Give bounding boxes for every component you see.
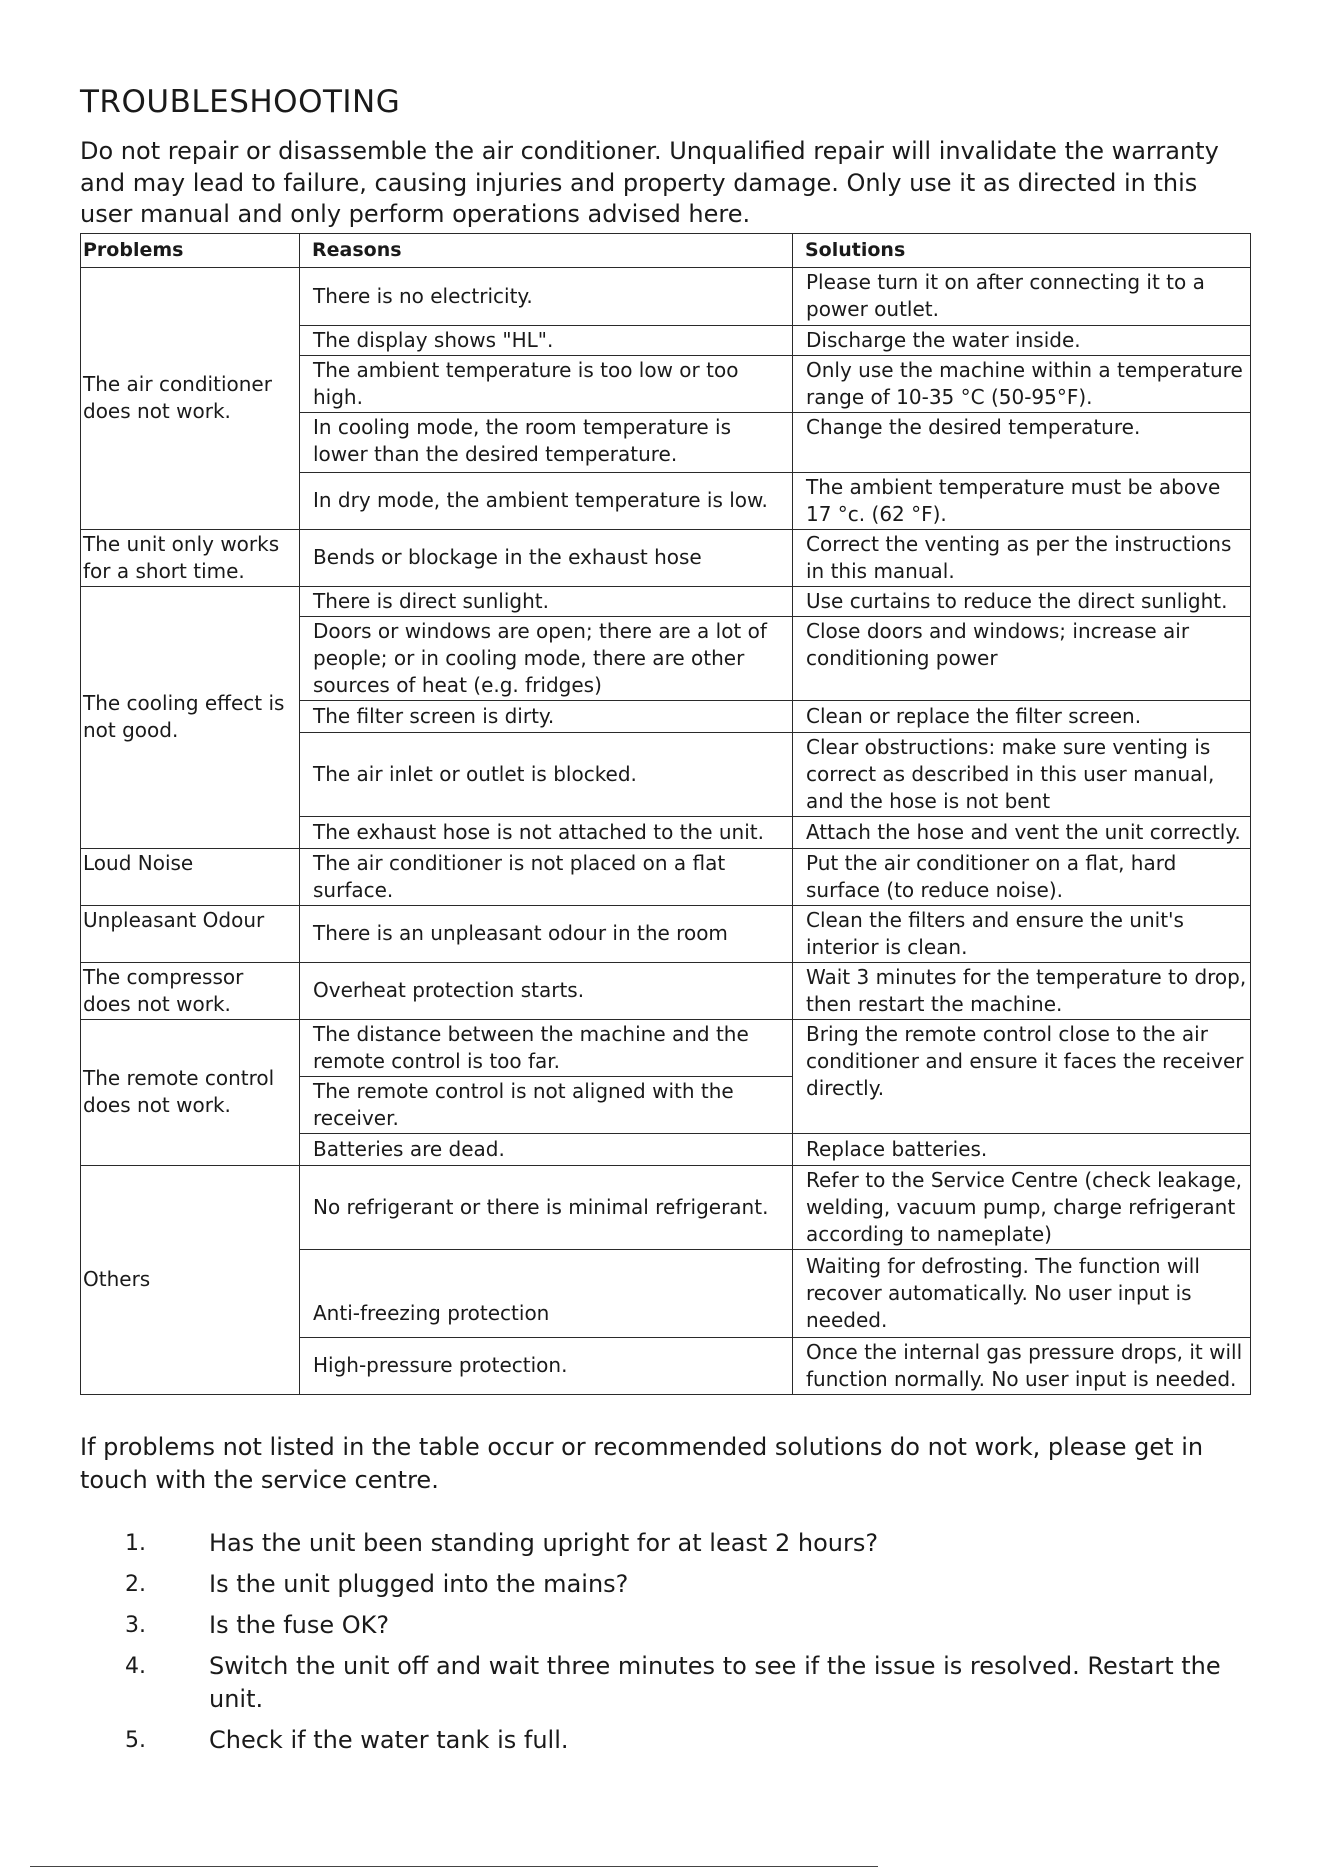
solution-cell: Refer to the Service Centre (check leakage, welding, vacuum pump, charge refrigerant according to nameplate) <box>793 1165 1251 1249</box>
problem-cell: The unit only works for a short time. <box>81 529 300 586</box>
reason-cell: Batteries are dead. <box>300 1133 793 1165</box>
solution-cell: Once the internal gas pressure drops, it will function normally. No user input is needed. <box>793 1337 1251 1394</box>
reason-cell: The remote control is not aligned with the receiver. <box>300 1076 793 1133</box>
header-reasons: Reasons <box>300 233 793 267</box>
table-row <box>81 905 1251 962</box>
list-number: 5. <box>125 1727 146 1753</box>
reason-cell: In cooling mode, the room temperature is lower than the desired temperature. <box>300 412 793 472</box>
list-item <box>80 1724 1250 1757</box>
solution-cell: Change the desired temperature. <box>793 412 1251 472</box>
reason-cell: The distance between the machine and the remote control is too far. <box>300 1019 793 1076</box>
solution-cell: Only use the machine within a temperature range of 10-35 °C (50-95°F). <box>793 355 1251 412</box>
reason-cell: There is an unpleasant odour in the room <box>300 905 793 962</box>
solution-cell: Bring the remote control close to the air conditioner and ensure it faces the receiver directly. <box>793 1019 1251 1133</box>
solution-cell: Correct the venting as per the instructions in this manual. <box>793 529 1251 586</box>
solution-cell: Wait 3 minutes for the temperature to drop, then restart the machine. <box>793 962 1251 1019</box>
service-note: If problems not listed in the table occur or recommended solutions do not work, please get in touch with the service centre. <box>80 1432 1204 1494</box>
solution-cell: Clean the filters and ensure the unit's interior is clean. <box>793 905 1251 962</box>
table-row <box>81 586 1251 616</box>
list-text: Check if the water tank is full. <box>209 1725 569 1754</box>
list-item <box>80 1650 1250 1716</box>
problem-cell: The air conditioner does not work. <box>81 267 300 529</box>
intro-paragraph: Do not repair or disassemble the air conditioner. Unqualified repair will invalidate the warranty and may lead to failure, causing injuries and property damage. Only use it as directed in this user manual and only perform operations advised here. <box>80 137 1219 228</box>
problem-cell: Others <box>81 1165 300 1394</box>
list-item <box>80 1568 1250 1601</box>
list-text: Has the unit been standing upright for at least 2 hours? <box>209 1528 879 1557</box>
header-problems: Problems <box>81 233 300 267</box>
problem-cell: Unpleasant Odour <box>81 905 300 962</box>
reason-cell: Anti-freezing protection <box>300 1249 793 1337</box>
table-row <box>81 1165 1251 1249</box>
reason-cell: The display shows "HL". <box>300 325 793 355</box>
solution-cell: Clear obstructions: make sure venting is correct as described in this user manual, and the hose is not bent <box>793 732 1251 816</box>
page <box>80 84 1250 1765</box>
reason-cell: There is no electricity. <box>300 267 793 325</box>
solution-cell: Replace batteries. <box>793 1133 1251 1165</box>
reason-cell: In dry mode, the ambient temperature is low. <box>300 472 793 529</box>
problem-cell: Loud Noise <box>81 848 300 905</box>
problem-cell: The compressor does not work. <box>81 962 300 1019</box>
solution-cell: Close doors and windows; increase air conditioning power <box>793 616 1251 700</box>
table-row <box>81 529 1251 586</box>
reason-cell: The ambient temperature is too low or too high. <box>300 355 793 412</box>
list-item <box>80 1609 1250 1642</box>
table-header-row <box>81 233 1251 267</box>
troubleshooting-table <box>80 233 1251 1395</box>
solution-cell: Clean or replace the filter screen. <box>793 700 1251 732</box>
reason-cell: The filter screen is dirty. <box>300 700 793 732</box>
page-title: TROUBLESHOOTING <box>80 84 401 120</box>
table-row <box>81 962 1251 1019</box>
solution-cell: Discharge the water inside. <box>793 325 1251 355</box>
solution-cell: The ambient temperature must be above 17 °c. (62 °F). <box>793 472 1251 529</box>
list-text: Is the fuse OK? <box>209 1610 390 1639</box>
list-text: Is the unit plugged into the mains? <box>209 1569 629 1598</box>
reason-cell: No refrigerant or there is minimal refrigerant. <box>300 1165 793 1249</box>
list-text: Switch the unit off and wait three minutes to see if the issue is resolved. Restart the unit. <box>209 1651 1221 1713</box>
solution-cell: Put the air conditioner on a flat, hard surface (to reduce noise). <box>793 848 1251 905</box>
reason-cell: There is direct sunlight. <box>300 586 793 616</box>
reason-cell: The exhaust hose is not attached to the unit. <box>300 816 793 848</box>
reason-cell: Overheat protection starts. <box>300 962 793 1019</box>
table-row <box>81 848 1251 905</box>
reason-cell: Bends or blockage in the exhaust hose <box>300 529 793 586</box>
reason-cell: The air conditioner is not placed on a flat surface. <box>300 848 793 905</box>
list-number: 3. <box>125 1612 146 1638</box>
list-number: 4. <box>125 1653 146 1679</box>
checklist <box>80 1527 1250 1757</box>
table-row <box>81 1019 1251 1076</box>
reason-cell: Doors or windows are open; there are a lot of people; or in cooling mode, there are other sources of heat (e.g. fridges) <box>300 616 793 700</box>
solution-cell: Waiting for defrosting. The function will recover automatically. No user input is needed. <box>793 1249 1251 1337</box>
solution-cell: Use curtains to reduce the direct sunlight. <box>793 586 1251 616</box>
table-row <box>81 267 1251 325</box>
solution-cell: Please turn it on after connecting it to a power outlet. <box>793 267 1251 325</box>
reason-cell: High-pressure protection. <box>300 1337 793 1394</box>
header-solutions: Solutions <box>793 233 1251 267</box>
reason-cell: The air inlet or outlet is blocked. <box>300 732 793 816</box>
list-number: 2. <box>125 1571 146 1597</box>
solution-cell: Attach the hose and vent the unit correctly. <box>793 816 1251 848</box>
list-number: 1. <box>125 1530 146 1556</box>
problem-cell: The remote control does not work. <box>81 1019 300 1165</box>
problem-cell: The cooling effect is not good. <box>81 586 300 848</box>
footer-divider <box>30 1866 878 1867</box>
list-item <box>80 1527 1250 1560</box>
